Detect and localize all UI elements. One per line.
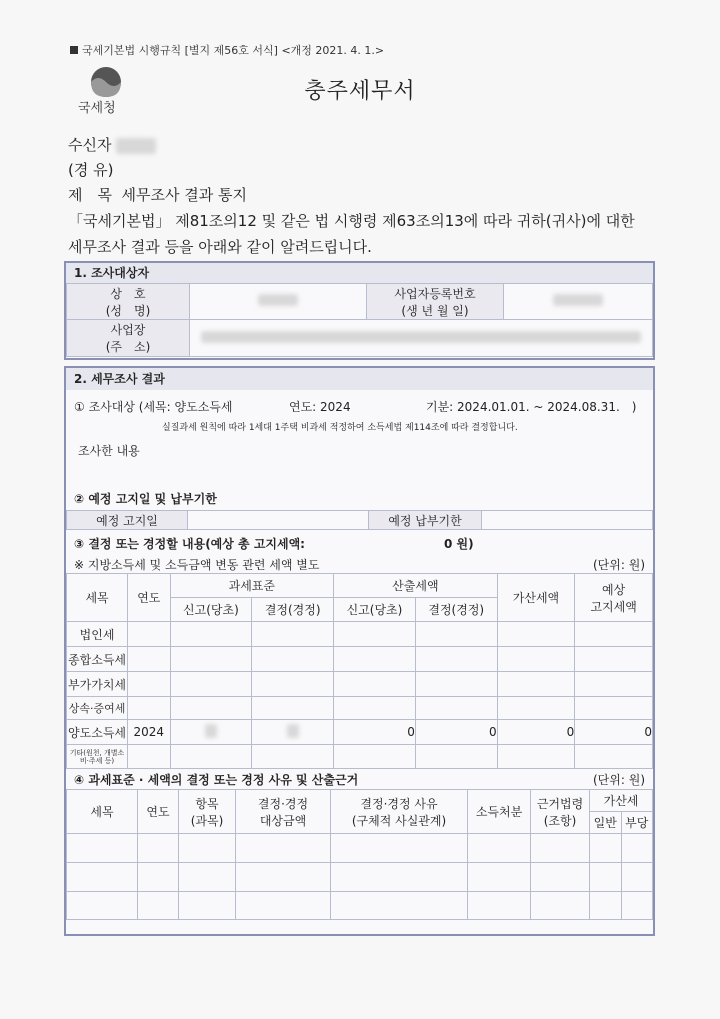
bizno-label: 사업자등록번호 (생 년 월 일) <box>367 284 504 320</box>
table-row: 상속·증여세 <box>67 697 653 720</box>
nts-logo-text: 국세청 <box>78 101 116 116</box>
section2-title: 2. 세무조사 결과 <box>66 368 653 390</box>
reason-col-penalty: 가산세 <box>590 790 653 812</box>
decision-unit: (단위: 원) <box>593 558 645 572</box>
col-expected: 예상 고지세액 <box>575 574 653 622</box>
section-results <box>64 366 655 936</box>
table-row: 종합소득세 <box>67 647 653 672</box>
col-base: 과세표준 <box>170 574 334 598</box>
col-penalty: 가산세액 <box>497 574 575 622</box>
table-row <box>67 834 653 863</box>
pay-due-label: 예정 납부기한 <box>369 511 482 530</box>
reason-col-amount: 결정·경정 대상금액 <box>236 790 331 834</box>
decision-table <box>66 573 653 769</box>
target-row: ① 조사대상 (세목: 양도소득세 연도: 2024 기분: 2024.01.01. ~ 2024.08.31. ) <box>74 400 637 414</box>
office-title: 충주세무서 <box>304 79 416 104</box>
subject-row: 제 목 세무조사 결과 통지 <box>68 186 247 204</box>
sub-calc-decision: 결정(경정) <box>415 598 497 622</box>
reason-col-item: 항목 (과목) <box>179 790 236 834</box>
reason-col-dispose: 소득처분 <box>468 790 531 834</box>
table-row: 기타(원천, 개별소비·주세 등) <box>67 745 653 769</box>
reason-title: ④ 과세표준 · 세액의 결정 또는 경정 사유 및 산출근거 <box>74 773 359 787</box>
recipient-redacted <box>116 138 156 154</box>
pay-due-value <box>482 511 653 530</box>
investigated-label: 조사한 내용 <box>78 444 140 458</box>
col-calc: 산출세액 <box>334 574 498 598</box>
reason-col-law: 근거법령 (조항) <box>531 790 590 834</box>
sub-calc-report: 신고(당초) <box>334 598 416 622</box>
reason-col-general: 일반 <box>590 812 622 834</box>
decision-note: ※ 지방소득세 및 소득금액 변동 관련 세액 별도 <box>74 558 320 572</box>
transfer-tax-row: 양도소득세 2024 0 0 0 0 <box>67 720 653 745</box>
via-label: (경 유) <box>68 161 114 179</box>
table-row: 부가가치세 <box>67 672 653 697</box>
address-label: 사업장 (주 소) <box>67 320 190 357</box>
form-header-note: 국세기본법 시행규칙 [별지 제56호 서식] <개정 2021. 4. 1.> <box>70 42 384 58</box>
intro-text: 「국세기본법」 제81조의12 및 같은 법 시행령 제63조의13에 따라 귀하(귀사)에 대한 세무조사 결과 등을 아래와 같이 알려드립니다. <box>68 212 635 256</box>
reason-unit: (단위: 원) <box>593 773 645 787</box>
due-table <box>66 510 653 530</box>
reason-col-reason: 결정·경정 사유 (구체적 사실관계) <box>331 790 468 834</box>
reason-col-tax: 세목 <box>67 790 138 834</box>
address-value <box>190 320 653 357</box>
notice-date-value <box>188 511 369 530</box>
table-row: 법인세 <box>67 622 653 647</box>
due-title: ② 예정 고지일 및 납부기한 <box>74 492 217 506</box>
subject-table <box>66 283 653 357</box>
name-value <box>190 284 367 320</box>
investigated-text: 실질과세 원칙에 따라 1세대 1주택 비과세 적정하여 소득세법 제114조에 따라 결정합니다. <box>162 423 518 433</box>
col-year: 연도 <box>128 574 170 622</box>
sub-base-decision: 결정(경정) <box>252 598 334 622</box>
reason-col-unfair: 부당 <box>621 812 653 834</box>
section1-title: 1. 조사대상자 <box>66 263 653 283</box>
sub-base-report: 신고(당초) <box>170 598 252 622</box>
name-label: 상 호 (성 명) <box>67 284 190 320</box>
table-row <box>67 892 653 920</box>
col-tax: 세목 <box>67 574 128 622</box>
decision-title: ③ 결정 또는 경정할 내용(예상 총 고지세액: 0 원) <box>74 537 474 551</box>
bizno-value <box>504 284 653 320</box>
reason-table <box>66 789 653 920</box>
table-row <box>67 863 653 892</box>
reason-col-year: 연도 <box>138 790 179 834</box>
section-subject <box>64 261 655 360</box>
notice-date-label: 예정 고지일 <box>67 511 188 530</box>
recipient-row: 수신자 <box>68 134 156 155</box>
